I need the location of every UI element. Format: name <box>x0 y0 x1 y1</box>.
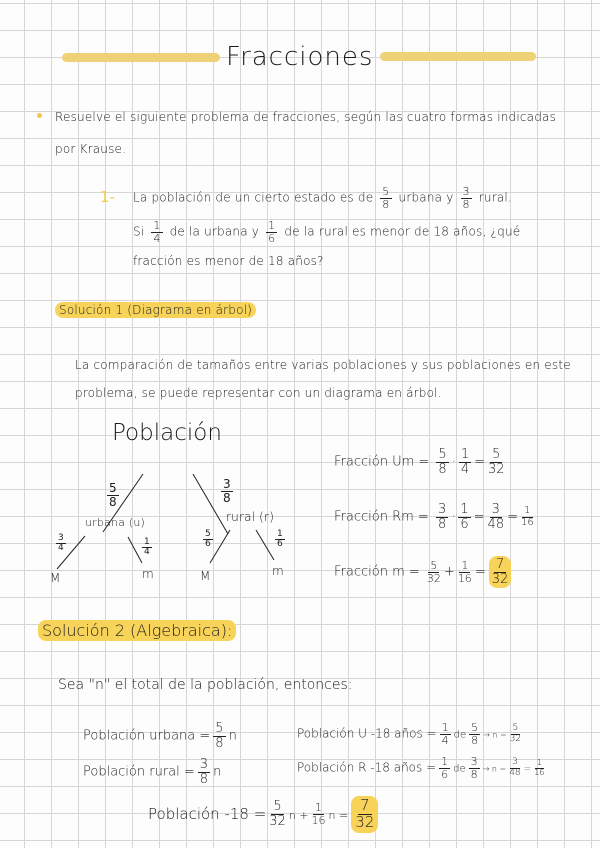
label: Población U -18 años = <box>297 726 437 741</box>
fraction <box>488 448 505 476</box>
numerator: 1 <box>277 529 283 539</box>
numerator: 5 <box>430 559 438 573</box>
label: Fracción m = <box>334 564 420 580</box>
fraction <box>440 722 451 746</box>
variable: n <box>228 728 237 744</box>
result-fraction <box>351 796 378 833</box>
denominator: 8 <box>471 733 479 747</box>
numerator: 1 <box>153 219 161 232</box>
numerator: 1 <box>144 537 150 547</box>
text: n + <box>288 808 309 822</box>
numerator: 5 <box>109 481 117 495</box>
fraction <box>213 722 225 750</box>
numerator: 5 <box>273 799 282 815</box>
fraction <box>269 800 286 828</box>
denominator: 32 <box>491 571 509 587</box>
operator: + <box>443 564 455 580</box>
fraction <box>439 756 450 780</box>
fraction <box>521 506 534 528</box>
label: Población rural = <box>83 764 195 780</box>
denominator: 16 <box>534 767 545 777</box>
denominator: 32 <box>355 812 375 831</box>
denominator: 8 <box>223 490 231 505</box>
numerator: 3 <box>437 502 447 517</box>
denominator: 6 <box>441 767 449 781</box>
tree-root: Población <box>112 420 222 446</box>
label: Población -18 = <box>148 804 267 823</box>
numerator: 5 <box>471 721 479 734</box>
branch-fraction <box>203 530 213 550</box>
operator: = <box>473 509 485 525</box>
numerator: 5 <box>382 185 390 198</box>
text: → n = <box>482 764 507 774</box>
equation-um <box>334 448 508 476</box>
intro-line-1: Resuelve el siguiente problema de fracciones, según las cuatro formas indicadas <box>55 110 557 124</box>
numerator: 5 <box>438 447 447 462</box>
solution2-intro: Sea "n" el total de la población, entonces: <box>58 677 353 693</box>
tree-leaf: m <box>142 567 154 581</box>
text: de <box>453 763 466 775</box>
numerator: 3 <box>58 533 64 543</box>
fraction <box>459 448 471 476</box>
numerator: 3 <box>470 755 478 768</box>
branch-fraction <box>142 538 152 558</box>
numerator: 3 <box>199 757 209 772</box>
solution2-heading <box>38 621 236 640</box>
equation-total <box>148 796 381 833</box>
text: de la rural es menor de 18 años, ¿qué <box>284 224 521 239</box>
denominator: 4 <box>153 231 161 245</box>
numerator: 3 <box>491 502 500 517</box>
numerator: 5 <box>492 447 501 462</box>
numerator: 7 <box>359 796 370 814</box>
solution1-heading-text: Solución 1 (Diagrama en árbol) <box>55 302 256 318</box>
branch-fraction-left <box>107 482 119 508</box>
problem-number: 1- <box>100 188 115 206</box>
numerator: 1 <box>461 559 469 573</box>
branch-line <box>128 537 142 563</box>
denominator: 8 <box>438 461 447 477</box>
fraction <box>488 503 505 531</box>
denominator: 4 <box>441 733 449 747</box>
numerator: 1 <box>441 721 449 734</box>
operator: = <box>507 509 518 525</box>
fraction <box>509 758 520 778</box>
denominator: 8 <box>462 197 470 211</box>
label: Fracción Um = <box>334 454 430 470</box>
denominator: 6 <box>268 231 276 245</box>
denominator: 4 <box>460 461 470 477</box>
numerator: 1 <box>524 505 531 517</box>
numerator: 3 <box>462 185 470 198</box>
denominator: 32 <box>509 733 522 744</box>
denominator: 8 <box>109 494 117 509</box>
text: Si <box>133 224 145 239</box>
tree-leaf: M <box>200 569 211 583</box>
numerator: 1 <box>536 758 542 768</box>
equation-rural <box>83 758 221 786</box>
numerator: 1 <box>460 447 470 462</box>
denominator: 8 <box>199 771 209 787</box>
fraction <box>469 756 480 780</box>
fraction <box>436 448 448 476</box>
denominator: 48 <box>509 767 521 778</box>
fraction <box>436 503 448 531</box>
tree-node-urbana: urbana (u) <box>85 516 145 529</box>
text: rural. <box>478 190 512 205</box>
denominator: 32 <box>269 813 286 829</box>
label: Población urbana = <box>83 728 211 744</box>
problem-line-3: fracción es menor de 18 años? <box>133 254 324 268</box>
denominator: 8 <box>382 197 390 211</box>
text: La población de un cierto estado es de <box>133 190 374 205</box>
numerator: 1 <box>441 755 449 768</box>
numerator: 5 <box>215 721 224 736</box>
equation-r18 <box>297 756 547 780</box>
operator: · <box>451 454 456 470</box>
solution1-paragraph-2: problema, se puede representar con un diagrama en árbol. <box>75 386 442 400</box>
fraction <box>534 759 544 777</box>
branch-fraction <box>275 530 285 550</box>
page-title: Fracciones <box>226 42 374 72</box>
fraction <box>312 802 326 826</box>
text: urbana y <box>398 190 454 205</box>
denominator: 32 <box>488 461 505 477</box>
text: → n = <box>483 730 507 740</box>
equation-m <box>334 556 514 588</box>
tree-leaf: M <box>50 571 61 585</box>
operator: = <box>474 564 486 580</box>
denominator: 4 <box>58 543 64 554</box>
tree-leaf: m <box>272 564 284 578</box>
solution2-heading-text: Solución 2 (Algebraica): <box>38 620 236 641</box>
numerator: 1 <box>460 502 469 517</box>
denominator: 6 <box>460 516 469 532</box>
denominator: 48 <box>487 516 505 532</box>
tree-node-rural: rural (r) <box>226 510 275 524</box>
text: n = <box>328 808 349 822</box>
operator: · <box>451 509 456 525</box>
numerator: 5 <box>205 529 211 539</box>
fraction <box>510 724 521 744</box>
numerator: 3 <box>512 757 518 768</box>
denominator: 32 <box>426 571 441 585</box>
variable: n <box>213 764 222 780</box>
fraction <box>198 758 210 786</box>
fraction <box>469 722 480 746</box>
denominator: 16 <box>457 571 472 585</box>
fraction <box>427 560 441 584</box>
denominator: 8 <box>215 735 224 751</box>
branch-line <box>256 530 274 560</box>
numerator: 3 <box>223 477 231 491</box>
intro-line-2: por Krause. <box>55 142 127 156</box>
equation-urbana <box>83 722 237 750</box>
branch-fraction-right <box>221 478 233 504</box>
text: de <box>453 729 467 741</box>
numerator: 1 <box>268 219 276 232</box>
numerator: 1 <box>315 801 323 815</box>
denominator: 16 <box>311 813 326 827</box>
fraction <box>458 503 470 531</box>
equation-rm <box>334 503 537 531</box>
denominator: 4 <box>144 547 150 558</box>
equation-u18 <box>297 722 524 746</box>
branch-line <box>210 530 230 563</box>
denominator: 8 <box>470 767 478 781</box>
numerator: 5 <box>512 723 519 734</box>
denominator: 8 <box>437 516 447 532</box>
text: de la urbana y <box>169 224 260 239</box>
numerator: 7 <box>495 557 505 572</box>
label: Población R -18 años = <box>297 760 437 775</box>
result-fraction <box>489 556 512 588</box>
denominator: 6 <box>277 539 283 550</box>
solution1-paragraph-1: La comparación de tamaños entre varias poblaciones y sus poblaciones en este <box>75 358 571 372</box>
denominator: 16 <box>521 516 534 528</box>
denominator: 6 <box>205 539 211 550</box>
operator: = <box>474 454 486 470</box>
label: Fracción Rm = <box>334 509 429 525</box>
fraction <box>458 560 472 584</box>
operator: = <box>523 764 532 775</box>
branch-fraction <box>56 534 66 554</box>
